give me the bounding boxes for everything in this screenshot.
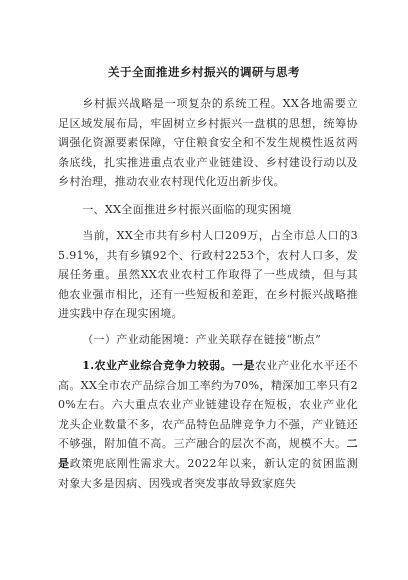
point-sub-lead-2: 二是 — [58, 437, 358, 470]
section-heading — [58, 200, 358, 220]
intro-paragraph — [58, 94, 358, 192]
section-body-paragraph — [58, 226, 358, 324]
point-paragraph — [58, 356, 358, 493]
section-body-text: 当前，XX全市共有乡村人口209万，占全市总人口的35.91%，共有乡镇92个、行政村2253个，农村人口多，发展任务重。虽然XX农业农村工作取得了一些成绩，但与其他农业强市相比，还有一些短板和差距，在乡村振兴战略推进实践中存在现实困境。 — [58, 229, 358, 321]
section-heading-text: 一、XX全面推进乡村振兴面临的现实困境 — [82, 203, 292, 216]
document-title: 关于全面推进乡村振兴的调研与思考 — [108, 65, 300, 79]
subsection-heading-text: （一）产业动能困境：产业关联存在链接“断点” — [82, 333, 322, 346]
point-body-2: 政策兜底刚性需求大。2022年以来，新认定的贫困监测对象大多是因病、因残或者突发事故导致家庭失 — [58, 456, 358, 490]
point-sub-lead-1: 一是 — [232, 359, 255, 372]
point-lead: 1.农业产业综合竞争力较弱。 — [82, 359, 233, 372]
subsection-heading — [58, 330, 358, 350]
intro-text: 乡村振兴战略是一项复杂的系统工程。XX各地需要立足区域发展布局，牢固树立乡村振兴一盘棋的思想，统筹协调强化资源要素保障，守住粮食安全和不发生规模性返贫两条底线，扎实推进重点农业产业链建设、乡村建设行动以及乡村治理，推动农业农村现代化迈出新步伐。 — [58, 97, 358, 189]
point-body-1: 农业产业化水平还不高。XX全市农产品综合加工率约为70%，精深加工率只有20%左右。六大重点农业产业链建设存在短板，农业产业化龙头企业数量不多，农产品特色品牌竞争力不强，产业链还不够强，附加值不高。三产融合的层次不高，规模不大。 — [58, 359, 359, 451]
